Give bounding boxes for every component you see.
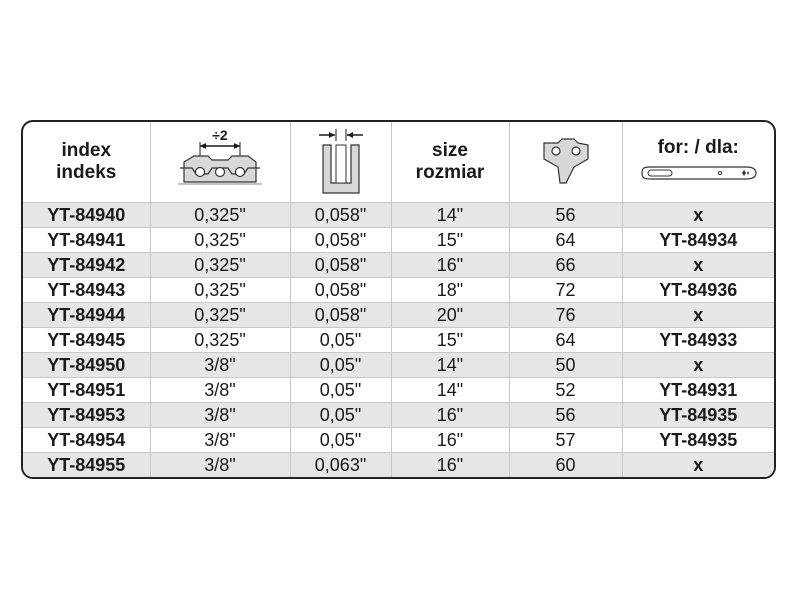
table-row: [23, 378, 774, 403]
cell-size: 20": [391, 303, 509, 328]
cell-gauge: 0,058": [290, 253, 391, 278]
header-pitch: [150, 122, 290, 203]
table-row: [23, 403, 774, 428]
cell-links: 64: [509, 328, 622, 353]
cell-gauge: 0,05": [290, 328, 391, 353]
table-row: [23, 428, 774, 453]
cell-for: YT-84935: [622, 403, 774, 428]
cell-for: YT-84936: [622, 278, 774, 303]
cell-links: 56: [509, 403, 622, 428]
cell-size: 14": [391, 203, 509, 228]
cell-for: x: [622, 453, 774, 478]
cell-links: 50: [509, 353, 622, 378]
cell-size: 14": [391, 378, 509, 403]
cell-index: YT-84941: [23, 228, 150, 253]
rozmiar-label: rozmiar: [415, 162, 485, 183]
table-row: [23, 353, 774, 378]
cell-index: YT-84944: [23, 303, 150, 328]
cell-gauge: 0,05": [290, 353, 391, 378]
chain-pitch-icon: [172, 128, 268, 196]
cell-links: 72: [509, 278, 622, 303]
table-row: [23, 253, 774, 278]
indeks-label: indeks: [56, 162, 117, 183]
cell-for: x: [622, 203, 774, 228]
cell-index: YT-84954: [23, 428, 150, 453]
cell-links: 52: [509, 378, 622, 403]
cell-index: YT-84945: [23, 328, 150, 353]
cell-gauge: 0,05": [290, 403, 391, 428]
cell-for: x: [622, 353, 774, 378]
cell-for: YT-84933: [622, 328, 774, 353]
table-row: [23, 203, 774, 228]
cell-pitch: 0,325": [150, 203, 290, 228]
cell-index: YT-84942: [23, 253, 150, 278]
table-row: [23, 328, 774, 353]
cell-index: YT-84950: [23, 353, 150, 378]
cell-pitch: 0,325": [150, 278, 290, 303]
cell-size: 16": [391, 403, 509, 428]
cell-index: YT-84955: [23, 453, 150, 478]
header-links: [509, 122, 622, 203]
cell-size: 18": [391, 278, 509, 303]
table-row: [23, 228, 774, 253]
cell-size: 16": [391, 253, 509, 278]
cell-pitch: 0,325": [150, 303, 290, 328]
cell-links: 76: [509, 303, 622, 328]
pitch-divisor: ÷2: [212, 128, 228, 143]
cell-links: 57: [509, 428, 622, 453]
header-for: [622, 122, 774, 203]
cell-pitch: 0,325": [150, 253, 290, 278]
cell-links: 66: [509, 253, 622, 278]
cell-links: 60: [509, 453, 622, 478]
cell-for: x: [622, 253, 774, 278]
table-row: [23, 303, 774, 328]
cell-gauge: 0,05": [290, 428, 391, 453]
header-size: [391, 122, 509, 203]
chain-gauge-icon: [313, 127, 369, 197]
cell-index: YT-84953: [23, 403, 150, 428]
cell-pitch: 0,325": [150, 328, 290, 353]
cell-pitch: 3/8": [150, 403, 290, 428]
header-index: [23, 122, 150, 203]
table-row: [23, 278, 774, 303]
cell-for: YT-84931: [622, 378, 774, 403]
cell-for: x: [622, 303, 774, 328]
cell-for: YT-84934: [622, 228, 774, 253]
index-label: index: [61, 140, 112, 161]
cell-links: 56: [509, 203, 622, 228]
for-label: for: / dla:: [657, 137, 739, 158]
cell-pitch: 3/8": [150, 353, 290, 378]
cell-size: 15": [391, 228, 509, 253]
header-row: [23, 122, 774, 203]
cell-pitch: 0,325": [150, 228, 290, 253]
cell-index: YT-84940: [23, 203, 150, 228]
cell-size: 16": [391, 453, 509, 478]
cell-gauge: 0,058": [290, 278, 391, 303]
cell-gauge: 0,058": [290, 228, 391, 253]
header-gauge: [290, 122, 391, 203]
cell-for: YT-84935: [622, 428, 774, 453]
cell-index: YT-84943: [23, 278, 150, 303]
spec-table: [23, 122, 774, 477]
cell-index: YT-84951: [23, 378, 150, 403]
table-row: [23, 453, 774, 478]
cell-gauge: 0,058": [290, 303, 391, 328]
cell-pitch: 3/8": [150, 378, 290, 403]
cell-size: 16": [391, 428, 509, 453]
cell-pitch: 3/8": [150, 453, 290, 478]
size-label: size: [432, 140, 468, 161]
cell-size: 14": [391, 353, 509, 378]
cell-pitch: 3/8": [150, 428, 290, 453]
cell-gauge: 0,05": [290, 378, 391, 403]
spec-table-frame: [21, 120, 776, 479]
drive-link-icon: [536, 135, 596, 189]
cell-gauge: 0,058": [290, 203, 391, 228]
cell-links: 64: [509, 228, 622, 253]
cell-gauge: 0,063": [290, 453, 391, 478]
guide-bar-icon: [636, 159, 760, 187]
cell-size: 15": [391, 328, 509, 353]
